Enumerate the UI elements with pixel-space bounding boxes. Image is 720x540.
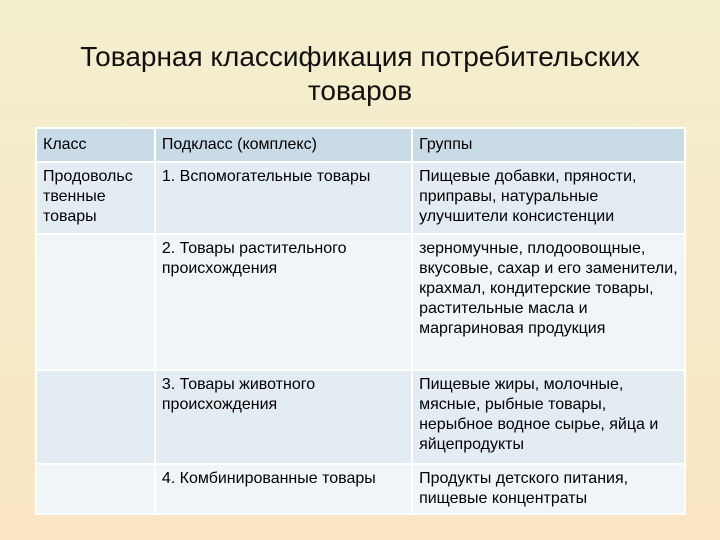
table-row: [36, 234, 685, 370]
cell-class: Продовольс твенные товары: [36, 162, 155, 234]
table-row: [36, 370, 685, 464]
table-row: [36, 162, 685, 234]
title-line-2: товаров: [307, 75, 413, 106]
cell-groups: Пищевые жиры, молочные, мясные, рыбные товары, нерыбное водное сырье, яйца и яйцепродукты: [412, 370, 685, 464]
cell-class: [36, 464, 155, 514]
page-title: [0, 40, 720, 108]
cell-groups: Продукты детского питания, пищевые концентраты: [412, 464, 685, 514]
header-class: Класс: [36, 128, 155, 162]
table-header-row: [36, 128, 685, 162]
cell-class: [36, 234, 155, 370]
header-groups: Группы: [412, 128, 685, 162]
title-line-1: Товарная классификация потребительских: [80, 41, 640, 72]
cell-subclass: 3. Товары животного происхождения: [155, 370, 412, 464]
table-row: [36, 464, 685, 514]
cell-subclass: 2. Товары растительного происхождения: [155, 234, 412, 370]
cell-groups: Пищевые добавки, пряности, приправы, натуральные улучшители консистенции: [412, 162, 685, 234]
cell-groups: зерномучные, плодоовощные, вкусовые, сахар и его заменители, крахмал, кондитерские товары, растительные масла и маргариновая продукция: [412, 234, 685, 370]
cell-class: [36, 370, 155, 464]
header-subclass: Подкласс (комплекс): [155, 128, 412, 162]
classification-table: [35, 127, 686, 515]
cell-subclass: 1. Вспомогательные товары: [155, 162, 412, 234]
cell-subclass: 4. Комбинированные товары: [155, 464, 412, 514]
